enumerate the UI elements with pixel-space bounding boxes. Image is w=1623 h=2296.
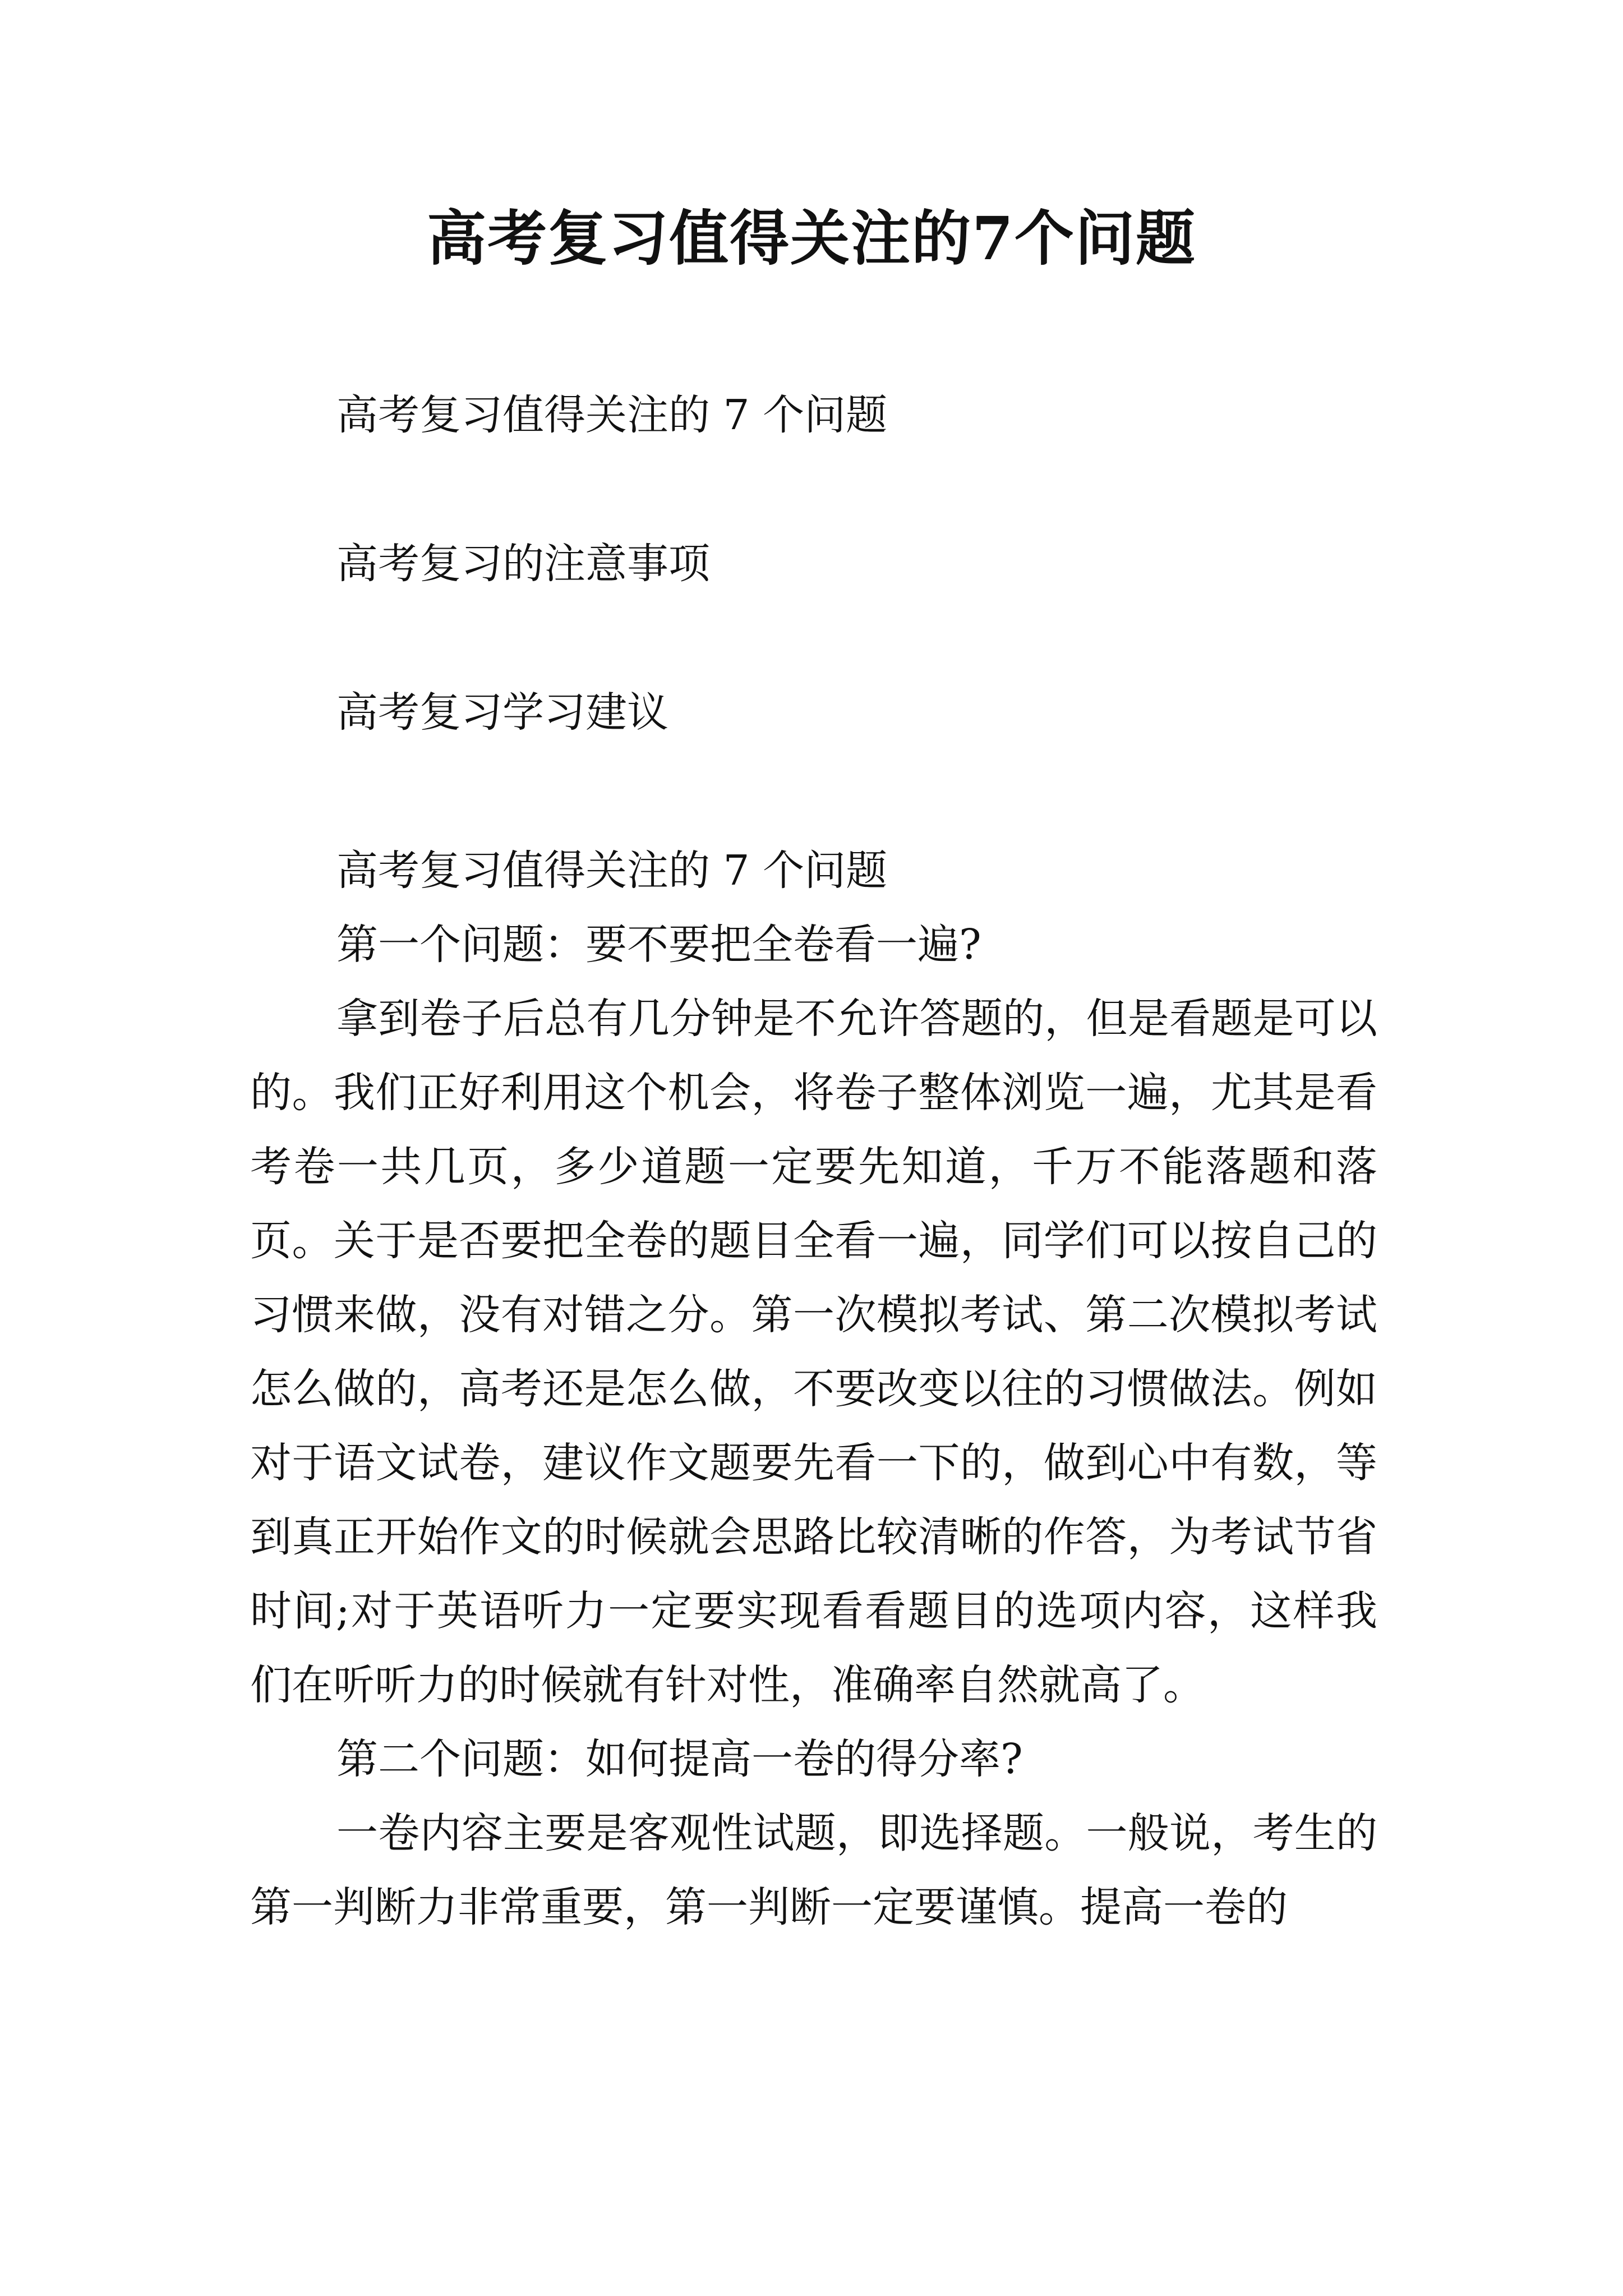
document-body bbox=[250, 834, 1377, 1944]
section-heading: 高考复习值得关注的 7 个问题 bbox=[336, 846, 888, 895]
question-1-heading: 第一个问题：要不要把全卷看一遍? bbox=[336, 921, 981, 969]
toc-item-3: 高考复习学习建议 bbox=[336, 688, 668, 737]
question-1-body: 拿到卷子后总有几分钟是不允许答题的，但是看题是可以的。我们正好利用这个机会，将卷子整体浏览一遍，尤其是看考卷一共几页，多少道题一定要先知道，千万不能落题和落页。关于是否要把全卷的题目全看一遍，同学们可以按自己的习惯来做，没有对错之分。第一次模拟考试、第二次模拟考试怎么做的，高考还是怎么做，不要改变以往的习惯做法。例如对于语文试卷，建议作文题要先看一下的，做到心中有数，等到真正开始作文的时候就会思路比较清晰的作答，为考试节省时间;对于英语听力一定要实现看看题目的选项内容，这样我们在听听力的时候就有针对性，准确率自然就高了。 bbox=[250, 995, 1377, 1709]
document-title: 高考复习值得关注的7个问题 bbox=[427, 203, 1196, 273]
question-2-heading: 第二个问题：如何提高一卷的得分率? bbox=[336, 1735, 1023, 1783]
toc-item-2: 高考复习的注意事项 bbox=[336, 540, 710, 588]
toc-item-1: 高考复习值得关注的 7 个问题 bbox=[336, 391, 888, 439]
question-2-body: 一卷内容主要是客观性试题，即选择题。一般说，考生的第一判断力非常重要，第一判断一定要谨慎。提高一卷的 bbox=[250, 1809, 1377, 1931]
